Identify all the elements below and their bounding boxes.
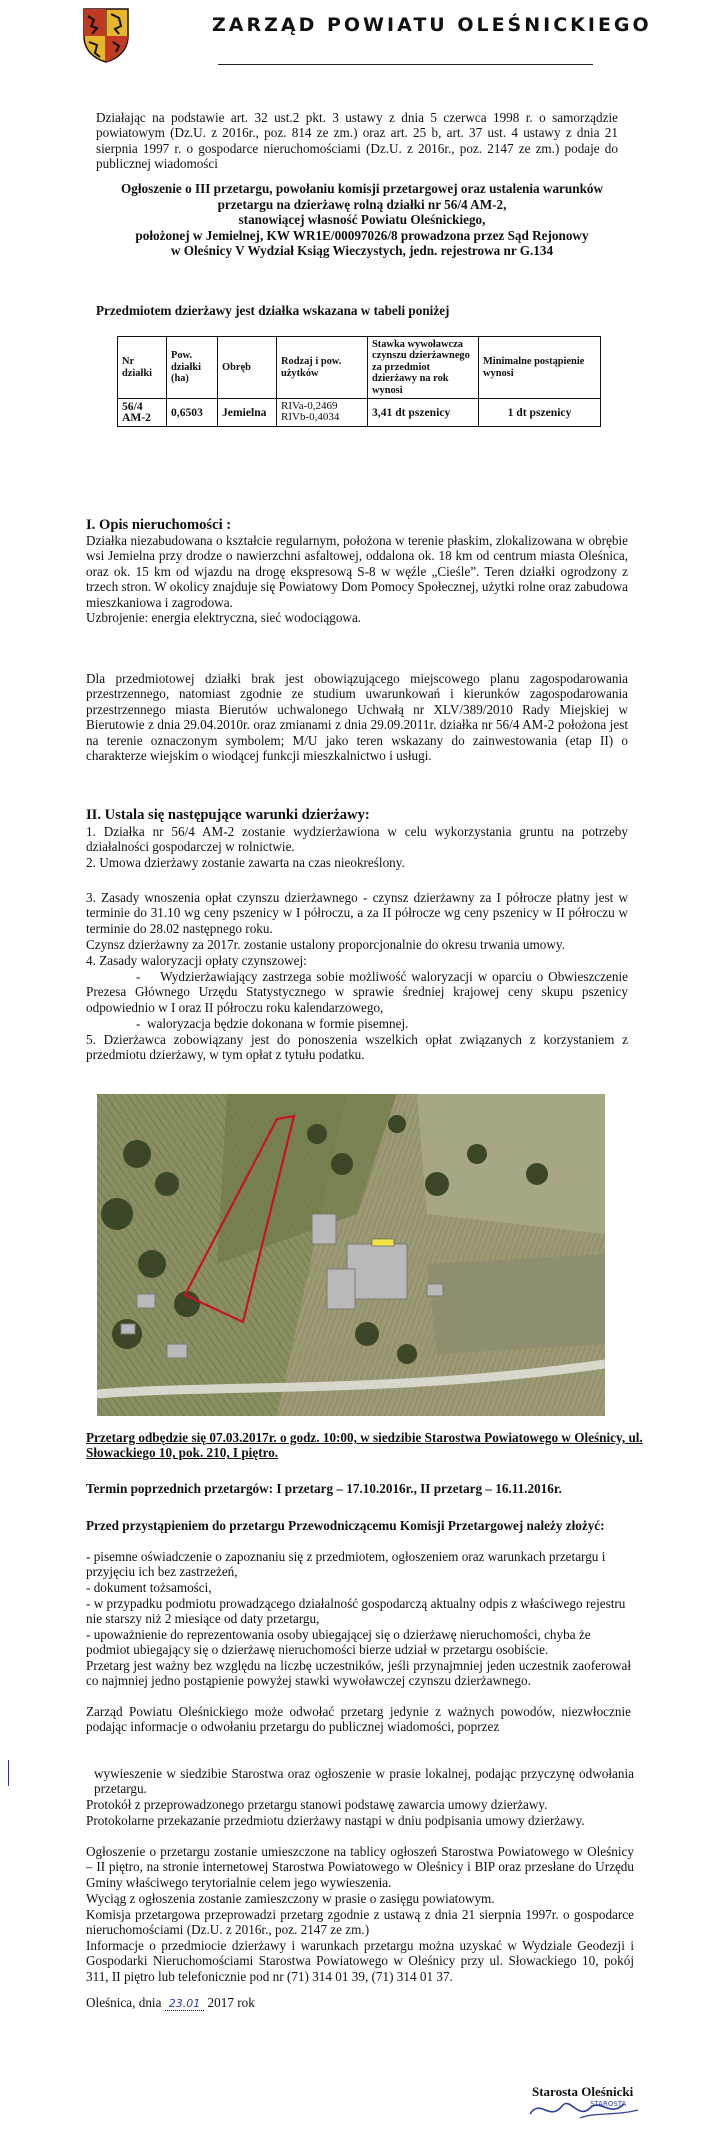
header-divider	[218, 64, 593, 65]
cell-precinct: Jemielna	[218, 399, 277, 427]
cell-land-use	[277, 399, 368, 427]
signature-stamp	[520, 2092, 650, 2126]
announcement-line-3: stanowiącej własność Powiatu Oleśnickiego,	[238, 212, 486, 228]
press-extract: Wyciąg z ogłoszenia zostanie zamieszczony w prasie o zasięgu powiatowym.	[86, 1891, 495, 1906]
announcement-line-4: położonej w Jemielnej, KW WR1E/00097026/8 prowadzona przez Sąd Rejonowy	[135, 227, 589, 243]
protocol-handover: Protokolarne przekazanie przedmiotu dzierżawy nastąpi w dniu podpisania umowy dzierżawy.	[86, 1813, 585, 1828]
document-date	[86, 1995, 255, 2011]
aerial-photo-map	[97, 1094, 605, 1416]
lease-table	[117, 336, 601, 427]
cell-area: 0,6503	[167, 399, 218, 427]
section1-heading: I. Opis nieruchomości :	[86, 517, 232, 533]
condition-4b-text: waloryzacja będzie dokonana w formie pisemnej.	[147, 1016, 409, 1031]
condition-5: 5. Dzierżawca zobowiązany jest do ponoszenia wszelkich opłat związanych z korzystaniem z przedmiotu dzierżawy, w tym opłat z tytułu podatku.	[86, 1032, 628, 1063]
header-land-use: Rodzaj i pow. użytków	[277, 337, 368, 399]
header-area: Pow. działki (ha)	[167, 337, 218, 399]
signatory-title: Starosta Oleśnicki	[532, 2084, 634, 2099]
cell-min-bid: 1 dt pszenicy	[479, 399, 601, 427]
requirement-registry: - w przypadku podmiotu prowadzącego działalność gospodarczą aktualny odpis z właściwego rejestru nie starszy niż 2 miesiące od daty przetargu,	[86, 1596, 626, 1627]
condition-4-bullet-a: - Wydzierżawiający zastrzega sobie możliwość waloryzacji w oparciu o Obwieszczenie Prezesa Głównego Urzędu Statystycznego w sprawie średniej krajowej ceny skupu pszenicy odpowiednio w I oraz II półroczu roku kalendarzowego,	[86, 969, 628, 1015]
header-rate: Stawka wywoławcza czynszu dzierżawnego za przedmiot dzierżawy na rok wynosi	[368, 337, 479, 399]
announcement-line-5: w Oleśnicy V Wydział Ksiąg Wieczystych, jedn. rejestrowa nr G.134	[170, 243, 554, 259]
land-use-2: RIVb-0,4034	[281, 411, 340, 424]
requirement-authorization: - upoważnienie do reprezentowania osoby ubiegającej się o dzierżawę nieruchomości, chyba że podmiot ubiegający się o dzierżawę nieruchomości bierze udział w przetargu osobiście.	[86, 1627, 591, 1658]
before-tender-heading: Przed przystąpieniem do przetargu Przewodniczącemu Komisji Przetargowej należy złożyć:	[86, 1518, 605, 1533]
announcement-title	[90, 181, 634, 259]
condition-4-bullet-b: - waloryzacja będzie dokonana w formie pisemnej.	[136, 1016, 409, 1031]
section2-heading: II. Ustala się następujące warunki dzierżawy:	[86, 807, 370, 823]
tender-validity: Przetarg jest ważny bez względu na liczbę uczestników, jeśli przynajmniej jeden uczestnik zaoferował co najmniej jedno postąpienie powyżej stawki wywoławczej czynszu dzierżawnego.	[86, 1658, 631, 1689]
date-prefix: Oleśnica, dnia	[86, 1995, 162, 2010]
header-precinct: Obręb	[218, 337, 277, 399]
legal-basis-text: Działając na podstawie art. 32 ust.2 pkt. 3 ustawy z dnia 5 czerwca 1998 r. o samorządzie powiatowym (Dz.U. z 2016r., poz. 814 ze zm.) oraz art. 25 b, art. 37 ust. 4 ustawy z dnia 21 sierpnia 1997 r. o gospodarce nieruchomościami (Dz.U. z 2016r., poz. 2147 ze zm.) podaje do publicznej wiadomości	[96, 110, 618, 172]
condition-4a-text: Wydzierżawiający zastrzega sobie możliwość waloryzacji w oparciu o Obwieszczenie Prezesa Głównego Urzędu Statystycznego w sprawie średniej krajowej ceny skupu pszenicy odpowiednio w I oraz II półroczu roku kalendarzowego,	[86, 969, 628, 1015]
organization-title: ZARZĄD POWIATU OLEŚNICKIEGO	[212, 14, 652, 36]
condition-3-note: Czynsz dzierżawny za 2017r. zostanie ustalony proporcjonalnie do okresu trwania umowy.	[86, 937, 565, 952]
previous-tenders: Termin poprzednich przetargów: I przetarg – 17.10.2016r., II przetarg – 16.11.2016r.	[86, 1481, 562, 1496]
requirement-statement: - pisemne oświadczenie o zapoznaniu się z przedmiotem, ogłoszeniem oraz warunkach przetargu i przyjęciu ich bez zastrzeżeń,	[86, 1549, 606, 1580]
tender-cancellation: Zarząd Powiatu Oleśnickiego może odwołać przetarg jedynie z ważnych powodów, niezwłocznie podając informacje o odwołaniu przetargu do publicznej wiadomości, poprzez	[86, 1704, 631, 1735]
property-description: Działka niezabudowana o kształcie regularnym, położona w terenie płaskim, zlokalizowana w obrębie wsi Jemielna przy drodze o nawierzchni asfaltowej, oddalona ok. 18 km od centrum miasta Oleśnica, oraz ok. 15 km od wjazdu na drogę ekspresową S-8 w węźle „Cieśle”. Teren działki ogrodzony z trzech stron. W okolicy znajduje się Powiatowy Dom Pomocy Społecznej, użytki rolne oraz zabudowa mieszkaniowa i zagrodowa.	[86, 533, 628, 610]
stamp-text: STAROSTA	[590, 2100, 627, 2108]
announcement-line-1: Ogłoszenie o III przetargu, powołaniu komisji przetargowej oraz ustalenia warunków	[120, 181, 604, 196]
table-row	[118, 399, 601, 427]
utilities-text: Uzbrojenie: energia elektryczna, sieć wodociągowa.	[86, 610, 362, 625]
protocol-basis: Protokół z przeprowadzonego przetargu stanowi podstawę zawarcia umowy dzierżawy.	[86, 1797, 548, 1812]
land-use-1: RIVa-0,2469	[281, 400, 338, 413]
cell-plot: 56/4 AM-2	[118, 399, 167, 427]
table-intro: Przedmiotem dzierżawy jest działka wskazana w tabeli poniżej	[96, 303, 450, 318]
table-header-row	[118, 337, 601, 399]
margin-pen-mark	[8, 1760, 9, 1786]
tender-place-date: Przetarg odbędzie się 07.03.2017r. o godz. 10:00, w siedzibie Starostwa Powiatowego w Oleśnicy, ul. Słowackiego 10, pok. 210, I piętro.	[86, 1430, 643, 1461]
condition-1: 1. Działka nr 56/4 AM-2 zostanie wydzierżawiona w celu wykorzystania gruntu na potrzeby działalności gospodarczej w rolnictwie.	[86, 824, 628, 855]
commission-statement: Komisja przetargowa przeprowadzi przetarg zgodnie z ustawą z dnia 21 sierpnia 1997r. o gospodarce nieruchomościami (Dz.U. z 2016r., poz. 2147 ze zm.)	[86, 1907, 634, 1938]
zoning-text: Dla przedmiotowej działki brak jest obowiązującego miejscowego planu zagospodarowania przestrzennego, natomiast zgodnie ze studium uwarunkowań i kierunków zagospodarowania przestrzennego miasta Bierutów uchwalonego Uchwałą nr XLV/389/2010 Rady Miejskiej w Bierutowie z dnia 29.04.2010r. oraz zmianami z dnia 29.09.2011r. działka nr 56/4 AM-2 położona jest na terenie oznaczonym symbolem; M/U jako teren wskazany do zainwestowania (etap II) o charakterze wiejskim o wiodącej funkcji mieszkalnictwo i usługi.	[86, 671, 628, 764]
announcement-line-2: przetargu na dzierżawę rolną działki nr 56/4 AM-2,	[217, 196, 507, 212]
cancellation-continued: wywieszenie w siedzibie Starostwa oraz ogłoszenie w prasie lokalnej, podając przyczynę odwołania przetargu.	[94, 1766, 634, 1797]
requirement-id: - dokument tożsamości,	[86, 1580, 212, 1595]
header-plot: Nr działki	[118, 337, 167, 399]
header-min-bid: Minimalne postąpienie wynosi	[479, 337, 601, 399]
cell-rate: 3,41 dt pszenicy	[368, 399, 479, 427]
condition-4: 4. Zasady waloryzacji opłaty czynszowej:	[86, 953, 307, 968]
contact-information: Informacje o przedmiocie dzierżawy i warunkach przetargu można uzyskać w Wydziale Geodezji i Gospodarki Nieruchomościami Starostwa Powiatowego w Oleśnicy przy ul. Słowackiego 10, pokój 311, II piętro lub telefonicznie pod nr (71) 314 01 39, (71) 314 01 37.	[86, 1938, 634, 1984]
condition-3: 3. Zasady wnoszenia opłat czynszu dzierżawnego - czynsz dzierżawny za I półrocze płatny jest w terminie do 31.10 wg ceny pszenicy w I półroczu, a za II półrocze wg ceny pszenicy w II półroczu w terminie do 28.02 następnego roku.	[86, 890, 628, 936]
date-suffix: 2017 rok	[207, 1995, 255, 2010]
date-handwritten: 23.01	[165, 1997, 205, 2011]
condition-2: 2. Umowa dzierżawy zostanie zawarta na czas nieokreślony.	[86, 855, 405, 870]
coat-of-arms-emblem	[80, 6, 132, 64]
publication-notice: Ogłoszenie o przetargu zostanie umieszczone na tablicy ogłoszeń Starostwa Powiatowego w Oleśnicy – II piętro, na stronie internetowej Starostwa Powiatowego w Oleśnicy i BIP oraz przesłane do Urzędu Gminy właściwego terytorialnie celem jego wywieszenia.	[86, 1844, 634, 1890]
